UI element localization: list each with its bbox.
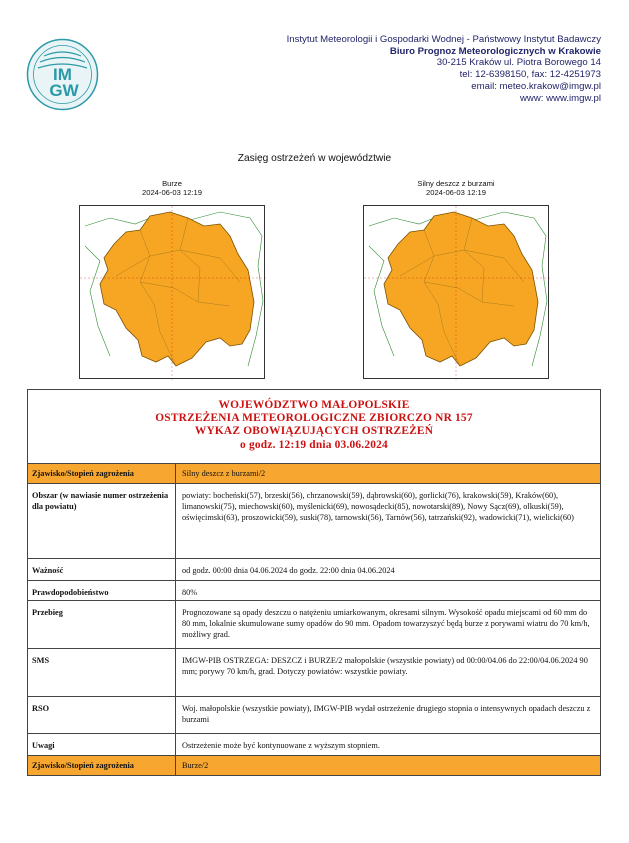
row-label: Uwagi xyxy=(28,734,176,755)
row-value: Ostrzeżenie może być kontynuowane z wyższym stopniem. xyxy=(182,741,380,750)
imgw-logo xyxy=(26,38,99,111)
row-value: IMGW-PIB OSTRZEGA: DESZCZ i BURZE/2 małopolskie (wszystkie powiaty) od 00:00/04.06 do 22:00/04.06.2024 90 mm; porywy 70 km/h, grad. Dotyczy powiatów: wszystkie powiaty. xyxy=(182,656,588,676)
row-label: Przebieg xyxy=(28,601,176,648)
org-address: 30-215 Kraków ul. Piotra Borowego 14 xyxy=(436,57,601,69)
warning-region: WOJEWÓDZTWO MAŁOPOLSKIE xyxy=(218,399,410,411)
map-title: Silny deszcz z burzami xyxy=(417,179,495,188)
org-name: Instytut Meteorologii i Gospodarki Wodnej - Państwowy Instytut Badawczy xyxy=(286,34,601,45)
map-frame xyxy=(363,205,549,379)
row-label: SMS xyxy=(28,649,176,696)
svg-text:IM: IM xyxy=(53,65,72,84)
region-shape xyxy=(384,212,538,366)
org-office: Biuro Prognoz Meteorologicznych w Krakowie xyxy=(389,45,601,57)
organization-info xyxy=(287,34,601,104)
row-label: Zjawisko/Stopień zagrożenia xyxy=(28,756,176,775)
row-value: powiaty: bocheński(57), brzeski(56), chrzanowski(59), dąbrowski(60), gorlicki(76), krakowski(59), Kraków(60), limanowski(75), miechowski(60), myślenicki(69), nowosądecki(85), nowotarski(89), Nowy Sącz(69), olkuski(59), oświęcimski(63), proszowicki(59), suski(78), tarnowski(56), Tarnów(56), tatrzański(92), wadowicki(71), wielicki(60) xyxy=(182,491,574,522)
table-row xyxy=(28,734,600,756)
table-row xyxy=(28,601,600,649)
map-storms xyxy=(77,179,267,197)
row-label: RSO xyxy=(28,697,176,733)
row-value: od godz. 00:00 dnia 04.06.2024 do godz. 22:00 dnia 04.06.2024 xyxy=(182,566,395,575)
table-row xyxy=(28,559,600,581)
row-label: Prawdopodobieństwo xyxy=(28,581,176,600)
row-value: Burze/2 xyxy=(182,761,209,770)
warning-table xyxy=(27,389,601,776)
row-value: Woj. małopolskie (wszystkie powiaty), IMGW-PIB wydał ostrzeżenie drugiego stopnia o intensywnych opadach deszczu z burzami xyxy=(182,704,591,724)
warning-number: OSTRZEŻENIA METEOROLOGICZNE ZBIORCZO NR 157 xyxy=(155,412,473,425)
org-www: www: www.imgw.pl xyxy=(519,92,601,104)
warning-list-title: WYKAZ OBOWIĄZUJĄCYCH OSTRZEŻEŃ xyxy=(194,425,434,438)
svg-text:GW: GW xyxy=(49,81,79,100)
map-date: 2024-06-03 12:19 xyxy=(426,188,486,197)
row-value: 80% xyxy=(182,588,198,597)
row-label: Zjawisko/Stopień zagrożenia xyxy=(28,464,176,483)
map-frame xyxy=(79,205,265,379)
map-heavy-rain xyxy=(361,179,551,197)
row-value: Silny deszcz z burzami/2 xyxy=(182,469,266,478)
map-date: 2024-06-03 12:19 xyxy=(142,188,202,197)
row-label: Ważność xyxy=(28,559,176,580)
table-row xyxy=(28,756,600,775)
table-row xyxy=(28,464,600,484)
row-value: Prognozowane są opady deszczu o natężeniu umiarkowanym, okresami silnym. Wysokość opadu miejscami od 60 mm do 80 mm, lokalnie skumulowane sumy opadów do 90 mm. Opadom towarzyszyć będą burze z porywami wiatru do 70 km/h, możliwy grad. xyxy=(182,608,590,639)
map-title: Burze xyxy=(162,179,182,188)
table-row xyxy=(28,649,600,697)
region-shape xyxy=(100,212,254,366)
table-row xyxy=(28,697,600,734)
org-phone: tel: 12-6398150, fax: 12-4251973 xyxy=(459,69,601,81)
row-label: Obszar (w nawiasie numer ostrzeżenia dla powiatu) xyxy=(28,484,176,558)
warning-header xyxy=(28,390,600,464)
table-row xyxy=(28,581,600,601)
org-email: email: meteo.krakow@imgw.pl xyxy=(471,80,601,92)
page-title: Zasięg ostrzeżeń w województwie xyxy=(237,153,392,164)
warning-time: o godz. 12:19 dnia 03.06.2024 xyxy=(240,438,388,451)
table-row xyxy=(28,484,600,559)
